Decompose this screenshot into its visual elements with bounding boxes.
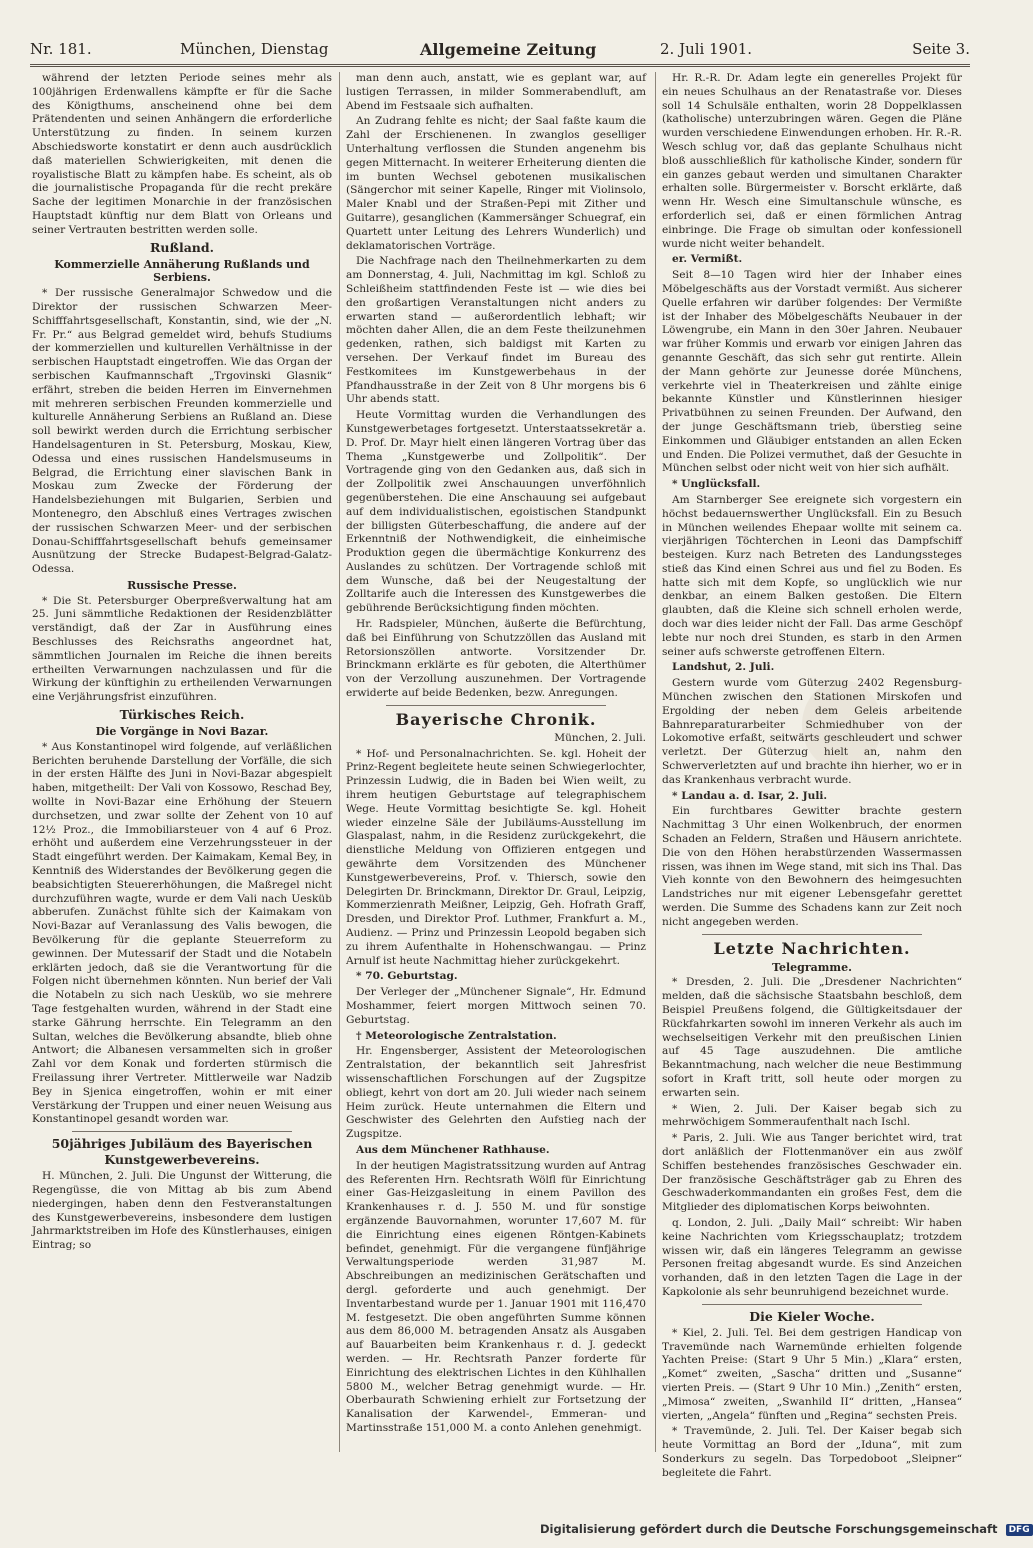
section-heading: Türkisches Reich. (119, 707, 245, 723)
subheading: Russische Presse. (127, 578, 237, 592)
article-paragraph: * Hof- und Personalnachrichten. Se. kgl. Hoheit der Prinz-Regent begleitete heute seinen Schwiegerlochter, Prinzessin Ludwig, die in Baden bei Wien weilt, zu ihrem heutigen Geburtstage auf telegraphischem Wege. Heute Vormittag besichtigte Se. kgl. Hoheit wieder einzelne Säle der Jubiläums-Ausstellung im Glaspalast, nahm, in die Residenz zurückgekehrt, die dienstliche Meldung von Offizieren entgegen und gewährte dem Vorsitzenden des Münchener Kunstgewerbevereins, Prof. v. Thiersch, sowie den Delegirten Dr. Brinckmann, Direktor Dr. Graul, Leipzig, Kommerzienrath Meißner, Leipzig, Geh. Hofrath Graff, Dresden, und Direktor Prof. Luthmer, Frankfurt a. M., Audienz. — Prinz und Prinzessin Leopold begaben sich zu ihrem Aufenthalte in Hohenschwangau. — Prinz Arnulf ist heute Nachmittag hieher zurückgekehrt. (346, 747, 646, 967)
item-heading: * Landau a. d. Isar, 2. Juli. (672, 789, 828, 802)
article-paragraph: H. München, 2. Juli. Die Ungunst der Witterung, die Regengüsse, die von Mittag ab bis zum Abend niedergingen, haben denn den Festveranstaltungen des Kunstgewerbevereins, insbesondere dem lustigen Jahrmarktstreiben im Hofe des Künstlerhauses, einigen Eintrag; so (32, 1170, 332, 1252)
newspaper-page (22, 0, 978, 1500)
item-heading: Aus dem Münchener Rathhause. (356, 1143, 550, 1156)
section-heading: Letzte Nachrichten. (713, 938, 911, 958)
article-paragraph: In der heutigen Magistratssitzung wurden auf Antrag des Referenten Hrn. Rechtsrath Wölfl für Einrichtung einer Gas-Heizgasleitung in einem Pavillon des Krankenhauses r. d. J. 550 M. und für sonstige ergänzende Bauvornahmen, worunter 17,607 M. für die Einrichtung eines eigenen Röntgen-Kabinets befindet, genehmigt. Für die vergangene fünfjährige Verwaltungsperiode werden 31,987 M. Abschreibungen an medizinischen Gerätschaften und dergl. geforderte und auch genehmigt. Der Inventarbestand wurde per 1. Januar 1901 mit 116,470 M. festgesetzt. Die oben angeführten Summe können aus dem 86,000 M. betragenden Ansatz als Ausgaben auf Bauarbeiten beim Krankenhaus r. d. J. gedeckt werden. — Hr. Rechtsrath Panzer forderte für Einrichtung des elektrischen Lichtes in den Kühlhallen 5800 M., welcher Betrag genehmigt wurde. — Hr. Oberbaurath Schwiening erhielt zur Fortsetzung der Kanalisation der Karwendel-, Emmeran- und Martinsstraße 151,000 M. a conto Anlehen genehmigt. (346, 1159, 646, 1434)
article-paragraph: Hr. R.-R. Dr. Adam legte ein generelles Projekt für ein neues Schulhaus an der Renatastraße vor. Dieses soll 14 Schulsäle enthalten, worin 28 Doppelklassen (katholische) unterzubringen wären. Gegen die Pläne wurden verschiedene Einwendungen erhoben. Hr. R.-R. Wesch schlug vor, daß das geplante Schulhaus nicht bloß ausschließlich für katholische Kinder, sondern für ein ganzes gebaut werden und simultanen Charakter erhalten solle. Bürgermeister v. Borscht erklärte, daß wenn Hr. Wesch eine Simultanschule wünsche, es erforderlich sei, daß er einen förmlichen Antrag einbringe. Die Frage ob simultan oder konfessionell wurde nicht weiter behandelt. (662, 72, 962, 250)
subheading: Telegramme. (772, 960, 852, 974)
section-heading: Die Kieler Woche. (749, 1308, 875, 1324)
page-header (30, 40, 970, 64)
issue-date: 2. Juli 1901. (660, 40, 753, 58)
article-paragraph: Gestern wurde vom Güterzug 2402 Regensburg-München zwischen den Stationen Mirskofen und Ergolding der neben dem Geleis arbeitende Bahnreparaturarbeiter Schmiedhuber von der Lokomotive erfaßt, seitwärts geschleudert und schwer verletzt. Der Güterzug hielt an, nahm den Schwerverletzten auf und brachte ihn hierher, wo er in das Krankenhaus verbracht wurde. (662, 677, 962, 786)
article-paragraph: Die Nachfrage nach den Theilnehmerkarten zu dem am Donnerstag, 4. Juli, Nachmittag im kgl. Schloß zu Schleißheim stattfindenden Feste ist — wie dies bei den großartigen Veranstaltungen nicht anders zu erwarten stand — außerordentlich lebhaft; wir möchten daher Allen, die an dem Feste theilzunehmen gedenken, rathen, sich baldigst mit Karten zu versehen. Der Verkauf findet im Bureau des Festkomitees im Kunstgewerbehaus in der Pfandhausstraße in der Zeit von 8 Uhr morgens bis 6 Uhr abends statt. (346, 255, 646, 406)
header-rule-2 (30, 66, 970, 67)
credit-text: Digitalisierung gefördert durch die Deutsche Forschungsgemeinschaft (540, 1522, 998, 1536)
article-paragraph: Ein furchtbares Gewitter brachte gestern Nachmittag 3 Uhr einen Wolkenbruch, der enormen Schaden an Feldern, Straßen und Häusern anrichtete. Die von den Höhen herabstürzenden Wassermassen rissen, was ihnen im Wege stand, mit sich ins Thal. Das Vieh konnte von den Bewohnern des heimgesuchten Landstriches nur mit eigener Lebensgefahr gerettet werden. Die Summe des Schadens kann zur Zeit noch nicht angegeben werden. (662, 805, 962, 928)
article-paragraph: * Dresden, 2. Juli. Die „Dresdener Nachrichten“ melden, daß die sächsische Staatsbahn beschloß, dem Beispiel Preußens folgend, die Gültigkeitsdauer der Rückfahrkarten sowohl im inneren Verkehr als auch im wechselseitigen Verkehr mit den preußischen Linien auf 45 Tage auszudehnen. Die amtliche Bekanntmachung, nach welcher die neue Bestimmung sofort in Kraft tritt, soll heute oder morgen zu erwarten sein. (662, 976, 962, 1099)
place-day: München, Dienstag (180, 40, 329, 58)
article-paragraph: Der Verleger der „Münchener Signale“, Hr. Edmund Moshammer, feiert morgen Mittwoch seinen 70. Geburtstag. (346, 986, 646, 1026)
digitization-credit (540, 1522, 1033, 1536)
article-paragraph: Hr. Engensberger, Assistent der Meteorologischen Zentralstation, der bekanntlich seit Jahresfrist wissenschaftlichen Forschungen auf der Zugspitze obliegt, kehrt von dort am 20. Juli wieder nach seinem Heim zurück. Heute unternahmen die Eltern und Geschwister des Gelehrten den Aufstieg nach der Zugspitze. (346, 1045, 646, 1141)
header-rule (30, 64, 970, 65)
dfg-logo: DFG (1006, 1524, 1033, 1536)
item-heading: er. Vermißt. (672, 253, 743, 266)
issue-number: Nr. 181. (30, 40, 92, 58)
subheading: Die Vorgänge in Novi Bazar. (95, 725, 269, 739)
section-rule (386, 705, 606, 706)
section-heading: Rußland. (149, 239, 214, 255)
item-heading: Landshut, 2. Juli. (672, 661, 775, 674)
article-paragraph: Seit 8—10 Tagen wird hier der Inhaber eines Möbelgeschäfts aus der Vorstadt vermißt. Aus sicherer Quelle erfahren wir darüber folgendes: Der Vermißte ist der Inhaber des Möbelgeschäfts Neubauer in der Löwengrube, ein Mann in den 30er Jahren. Neubauer war früher Kommis und erwarb vor einigen Jahren das genannte Geschäft, das sich sehr gut rentirte. Allein der Mann gehörte zur Jeunesse dorée Münchens, verkehrte viel in Theaterkreisen und zählte einige bekannte Künstler und Künstlerinnen hiesiger Privatbühnen zu seinen Freunden. Der Aufwand, den der junge Geschäftsmann trieb, überstieg seine Einkommen und Gläubiger entstanden an allen Ecken und Enden. Die Polizei vermuthet, daß der Gesuchte in München selbst oder nicht weit von hier sich aufhält. (662, 269, 962, 475)
article-paragraph: Heute Vormittag wurden die Verhandlungen des Kunstgewerbetages fortgesetzt. Unterstaatssekretär a. D. Prof. Dr. Mayr hielt einen längeren Vortrag über das Thema „Kunstgewerbe und Zollpolitik“. Der Vortragende ging von den Gedanken aus, daß sich in der Zollpolitik zwei Anschauungen unverföhnlich gegenüberstehen. Die eine Anschauung sei aufgebaut auf dem individualistischen, egoistischen Standpunkt der billigsten Güterbeschaffung, die andere auf der Erkenntniß der Nothwendigkeit, die einheimische Produktion gegen die übermächtige Konkurrenz des Auslandes zu schützen. Der Vortragende schloß mit dem Wunsche, daß bei der Neugestaltung der Zolltarife auch die Interessen des Kunstgewerbes die gebührende Berücksichtigung finden möchten. (346, 409, 646, 615)
section-rule (72, 1131, 292, 1132)
page-number: Seite 3. (912, 40, 970, 58)
article-paragraph: Am Starnberger See ereignete sich vorgestern ein höchst bedauernswerther Unglücksfall. Ein zu Besuch in München weilendes Ehepaar wollte mit seinem ca. vierjährigen Töchterchen in Leoni das Dampfschiff besteigen. Kurz nach Betreten des Landungssteges stieß das Kind einen Schrei aus und fiel zu Boden. Es hatte sich mit dem Kopfe, so unglücklich wie nur denkbar, an einem Balken gestoßen. Die Eltern glaubten, daß die Kleine sich schnell erholen werde, doch war dies leider nicht der Fall. Das arme Geschöpf lebte nur noch drei Stunden, es starb in den Armen seiner aufs schwerste getroffenen Eltern. (662, 493, 962, 658)
section-heading: Bayerische Chronik. (395, 709, 597, 729)
article-paragraph: * Der russische Generalmajor Schwedow und die Direktor der russischen Schwarzen Meer-Schifffahrtsgesellschaft, Konstantin, sind, wie der „N. Fr. Pr.“ aus Belgrad gemeldet wird, behufs Studiums der kommerziellen und kulturellen Verhältnisse in der serbischen Hauptstadt eingetroffen. Wie das Organ der serbischen Kaufmannschaft „Trgovinski Glasnik“ erfährt, streben die beiden Herren im Einvernehmen mit mehreren serbischen Freunden kommerzielle und kulturelle Annäherung Serbiens an Rußland an. Diese soll bewirkt werden durch die Errichtung serbischer Handelsagenturen in St. Petersburg, Moskau, Kiew, Odessa und eines russischen Handelsmuseums in Belgrad, die Errichtung einer slavischen Bank in Moskau zum Zwecke der Förderung der Handelsbeziehungen mit Bulgarien, Serbien und Montenegro, den Abschluß eines Vertrages zwischen der russischen Schwarzen Meer- und der serbischen Donau-Schifffahrtsgesellschaft behufs gemeinsamer Ausnützung der Strecke Budapest-Belgrad-Galatz-Odessa. (32, 287, 332, 576)
subheading: Kommerzielle Annäherung Rußlands und Serbiens. (54, 257, 310, 285)
paper-stain (802, 680, 882, 770)
column-divider (655, 72, 656, 1452)
article-paragraph: * Wien, 2. Juli. Der Kaiser begab sich zu mehrwöchigem Sommeraufenthalt nach Ischl. (662, 1102, 962, 1129)
article-paragraph: man denn auch, anstatt, wie es geplant war, auf lustigen Terrassen, in milder Sommerabendluft, am Abend im Festsaale sich aufhalten. (346, 72, 646, 112)
item-heading: * Unglücksfall. (672, 478, 761, 491)
article-paragraph: An Zudrang fehlte es nicht; der Saal faßte kaum die Zahl der Erschienenen. In zwanglos geselliger Unterhaltung verflossen die Stunden angenehm bis gegen Mitternacht. In weiterer Erheiterung dienten die im bunten Wechsel gebotenen musikalischen (Sängerchor mit seiner Kapelle, Ringer mit Violinsolo, Maler Knabl und der Straßen-Pepi mit Zither und Guitarre), gesanglichen (Kammersänger Schuegraf, ein Quartett unter Leitung des Lehrers Wunderlich) und deklamatorischen Vorträge. (346, 115, 646, 252)
column-1 (32, 72, 332, 1447)
article-paragraph: * Kiel, 2. Juli. Tel. Bei dem gestrigen Handicap von Travemünde nach Warnemünde erhielten folgende Yachten Preise: (Start 9 Uhr 5 Min.) „Klara“ ersten, „Komet“ zweiten, „Sascha“ dritten und „Susanne“ vierten Preis. — (Start 9 Uhr 10 Min.) „Zenith“ ersten, „Mimosa“ zweiten, „Swanhild II“ dritten, „Hansea“ vierten, „Angela“ fünften und „Regina“ sechsten Preis. (662, 1326, 962, 1422)
article-paragraph: * Aus Konstantinopel wird folgende, auf verläßlichen Berichten beruhende Darstellung der Vorfälle, die sich in der ersten Hälfte des Juni in Novi-Bazar abgespielt haben, mitgetheilt: Der Vali von Kossowo, Reschad Bey, wollte in Novi-Bazar eine Erhöhung der Steuern durchsetzen, und zwar sollte der Zehent von 10 auf 12½ Proz., die Immobiliarsteuer von 4 auf 6 Proz. erhöht und außerdem eine Verzehrungssteuer in der Stadt eingeführt werden. Der Kaimakam, Kemal Bey, in Kenntniß des Widerstandes der Bevölkerung gegen die beabsichtigten Steuererhöhungen, die Maßregel nicht durchzuführen wagte, wurde er dem Vali nach Uesküb abberufen. Zunächst fühlte sich der Kaimakam von Novi-Bazar auf Veranlassung des Valis bewogen, die Bevölkerung für die geplante Steuerreform zu gewinnen. Der Mutessarif der Stadt und die Notabeln erklärten jedoch, daß sie die Verantwortung für die Folgen nicht übernehmen könnten. Nun berief der Vali die Notabeln zu sich nach Uesküb, wo sie mehrere Tage festgehalten wurden, während in der Stadt eine starke Gährung herrschte. Ein Telegramm an den Sultan, welches die Bevölkerung absandte, blieb ohne Antwort; die Albanesen versammelten sich in großer Zahl vor dem Konak und forderten stürmisch die Freilassung ihrer Vertreter. Mittlerweile war Nadzib Bey in Sjenica eingetroffen, wohin er mit einer Verstärkung der Truppen und einer neuen Weisung aus Konstantinopel gesandt worden war. (32, 740, 332, 1126)
column-divider (339, 72, 340, 1452)
article-paragraph: * Die St. Petersburger Oberpreßverwaltung hat am 25. Juni sämmtliche Redaktionen der Residenzblätter verständigt, daß der Zar in Ausführung eines Beschlusses des Reichsraths angeordnet hat, sämmtlichen Journalen im Reiche die ihnen bereits ertheilten Verwarnungen nachzulassen und für die Wirkung der künftighin zu ertheilenden Verwarnungen eine Verjährungsfrist einzuführen. (32, 594, 332, 704)
article-paragraph: Hr. Radspieler, München, äußerte die Befürchtung, daß bei Einführung von Schutzzöllen das Ausland mit Retorsionszöllen antworte. Vorsitzender Dr. Brinckmann erklärte es für geboten, die Alterthümer von der Verzollung auszunehmen. Der Vortragende erwiderte auf beide Bedenken, bezw. Anregungen. (346, 618, 646, 700)
masthead: Allgemeine Zeitung (420, 40, 597, 59)
dateline: München, 2. Juli. (554, 731, 646, 744)
column-2 (346, 72, 646, 1447)
article-paragraph: während der letzten Periode seines mehr als 100jährigen Erdenwallens kämpfte er für die Sache des Königthums, anscheinend ohne bei dem Prätendenten und seinen Anhängern die erforderliche Unterstützung zu finden. In seinem kurzen Abschiedsworte konstatirt er denn auch ausdrücklich daß materiellen Schwierigkeiten, mit denen die royalistische Blatt zu kämpfen habe. Es scheint, als ob die journalistische Propaganda für die recht prekäre Sache der legitimen Monarchie in der französischen Hauptstadt künftig nur dem Blatt von Orleans und seiner Vertrauten bestritten werden solle. (32, 72, 332, 236)
item-heading: † Meteorologische Zentralstation. (356, 1029, 557, 1042)
column-3 (662, 72, 962, 1479)
item-heading: * 70. Geburtstag. (356, 970, 458, 983)
section-rule (702, 1304, 922, 1305)
article-paragraph: q. London, 2. Juli. „Daily Mail“ schreibt: Wir haben keine Nachrichten vom Kriegsschauplatz; trotzdem wissen wir, daß ein längeres Telegramm an gewisse Personen freitag abgesandt wurde. Es sind Anzeichen vorhanden, daß in den letzten Tagen die Lage in der Kapkolonie als sehr beunruhigend bezeichnet wurde. (662, 1216, 962, 1298)
article-paragraph: * Travemünde, 2. Juli. Tel. Der Kaiser begab sich heute Vormittag an Bord der „Iduna“, mit zum Sonderkurs zu segeln. Das Torpedoboot „Sleipner“ begleitete die Fahrt. (662, 1425, 962, 1479)
section-rule (702, 934, 922, 935)
section-heading: 50jähriges Jubiläum des Bayerischen Kunstgewerbevereins. (51, 1136, 313, 1168)
article-paragraph: * Paris, 2. Juli. Wie aus Tanger berichtet wird, trat dort anläßlich der Flottenmanöver ein aus zwölf Schiffen bestehendes französisches Geschwader ein. Der französische Geschäftsträger gab zu Ehren des Geschwaderkommandanten ein großes Fest, dem die Mitglieder des diplomatischen Korps beiwohnten. (662, 1132, 962, 1214)
